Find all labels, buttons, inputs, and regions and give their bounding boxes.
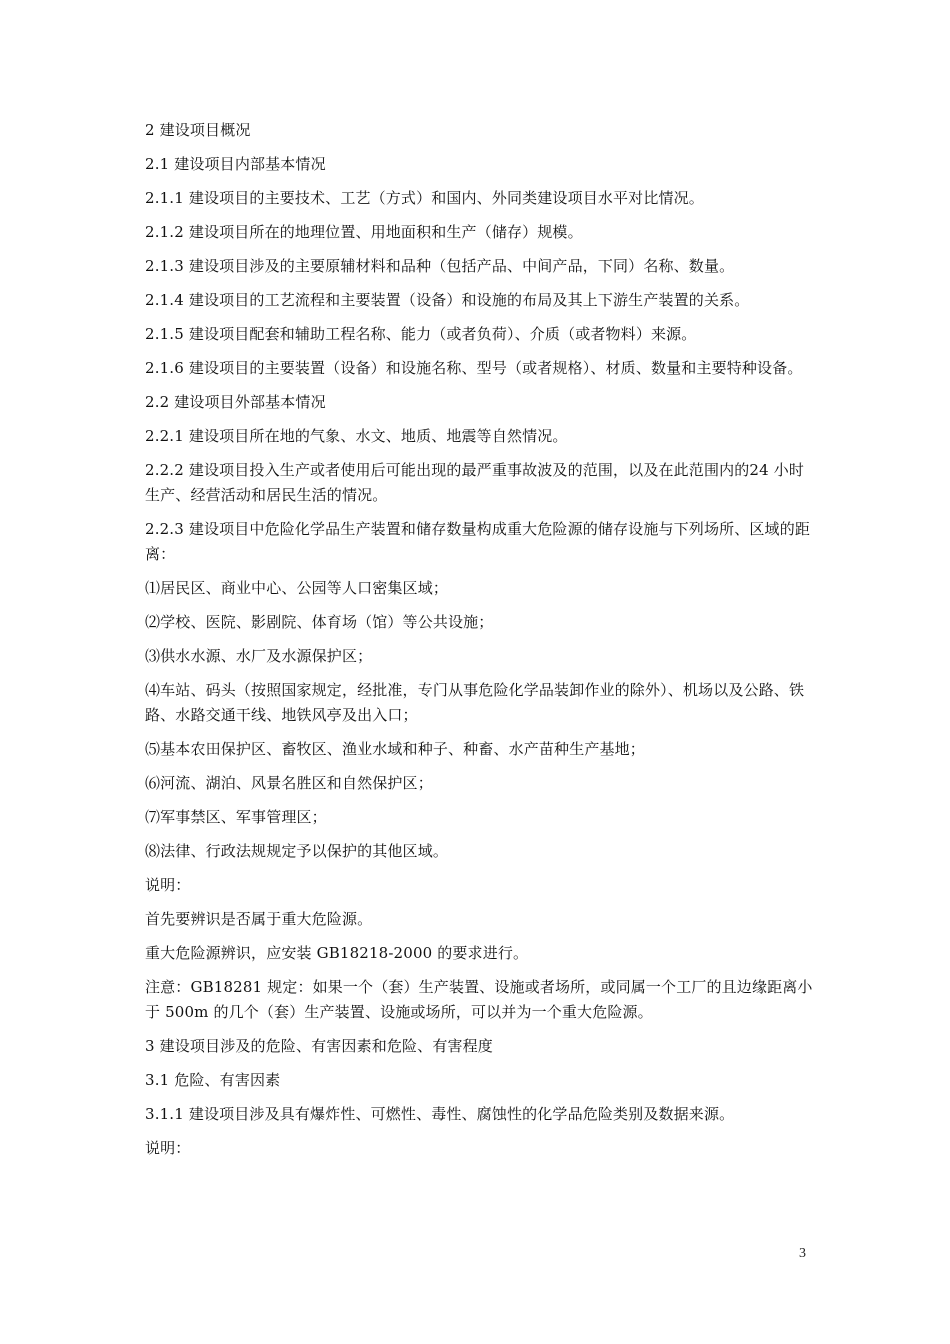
clause: 2.1.5 建设项目配套和辅助工程名称、能力（或者负荷）、介质（或者物料）来源。 (145, 325, 697, 343)
list-item: ⑴居民区、商业中心、公园等人口密集区域； (145, 579, 449, 597)
clause: 3.1.1 建设项目涉及具有爆炸性、可燃性、毒性、腐蚀性的化学品危险类别及数据来源。 (145, 1105, 735, 1123)
clause: 2.2.3 建设项目中危险化学品生产装置和储存数量构成重大危险源的储存设施与下列场所、区域的距离： (145, 520, 810, 563)
list-item: ⑸基本农田保护区、畜牧区、渔业水域和种子、种畜、水产苗种生产基地； (145, 740, 645, 758)
note-label: 说明： (145, 876, 191, 894)
list-item: ⑵学校、医院、影剧院、体育场（馆）等公共设施； (145, 613, 494, 631)
note-text: 重大危险源辨识，应安装 GB18218-2000 的要求进行。 (145, 944, 529, 962)
subsection-heading: 2.2 建设项目外部基本情况 (145, 393, 326, 411)
list-item: ⑺军事禁区、军事管理区； (145, 808, 327, 826)
clause: 2.2.1 建设项目所在地的气象、水文、地质、地震等自然情况。 (145, 427, 568, 445)
list-item: ⑷车站、码头（按照国家规定，经批准，专门从事危险化学品装卸作业的除外）、机场以及公路、铁路、水路交通干线、地铁风亭及出入口； (145, 681, 805, 724)
clause: 2.1.2 建设项目所在的地理位置、用地面积和生产（储存）规模。 (145, 223, 583, 241)
subsection-heading: 3.1 危险、有害因素 (145, 1071, 281, 1089)
clause: 2.1.3 建设项目涉及的主要原辅材料和品种（包括产品、中间产品，下同）名称、数量。 (145, 257, 735, 275)
clause: 2.1.6 建设项目的主要装置（设备）和设施名称、型号（或者规格）、材质、数量和主要特种设备。 (145, 359, 803, 377)
note-text: 首先要辨识是否属于重大危险源。 (145, 910, 373, 928)
list-item: ⑶供水水源、水厂及水源保护区； (145, 647, 373, 665)
page-number: 3 (799, 1246, 806, 1261)
section-heading: 3 建设项目涉及的危险、有害因素和危险、有害程度 (145, 1037, 493, 1055)
clause: 2.2.2 建设项目投入生产或者使用后可能出现的最严重事故波及的范围，以及在此范围内的24 小时生产、经营活动和居民生活的情况。 (145, 461, 804, 504)
clause: 2.1.4 建设项目的工艺流程和主要装置（设备）和设施的布局及其上下游生产装置的关系。 (145, 291, 750, 309)
list-item: ⑻法律、行政法规规定予以保护的其他区域。 (145, 842, 449, 860)
note-label: 说明： (145, 1139, 191, 1157)
document-body (145, 118, 813, 1170)
clause: 2.1.1 建设项目的主要技术、工艺（方式）和国内、外同类建设项目水平对比情况。 (145, 189, 704, 207)
subsection-heading: 2.1 建设项目内部基本情况 (145, 155, 326, 173)
section-heading: 2 建设项目概况 (145, 121, 251, 139)
note-text: 注意：GB18281 规定：如果一个（套）生产装置、设施或者场所，或同属一个工厂的且边缘距离小于 500m 的几个（套）生产装置、设施或场所，可以并为一个重大危险源。 (145, 978, 813, 1021)
list-item: ⑹河流、湖泊、风景名胜区和自然保护区； (145, 774, 433, 792)
